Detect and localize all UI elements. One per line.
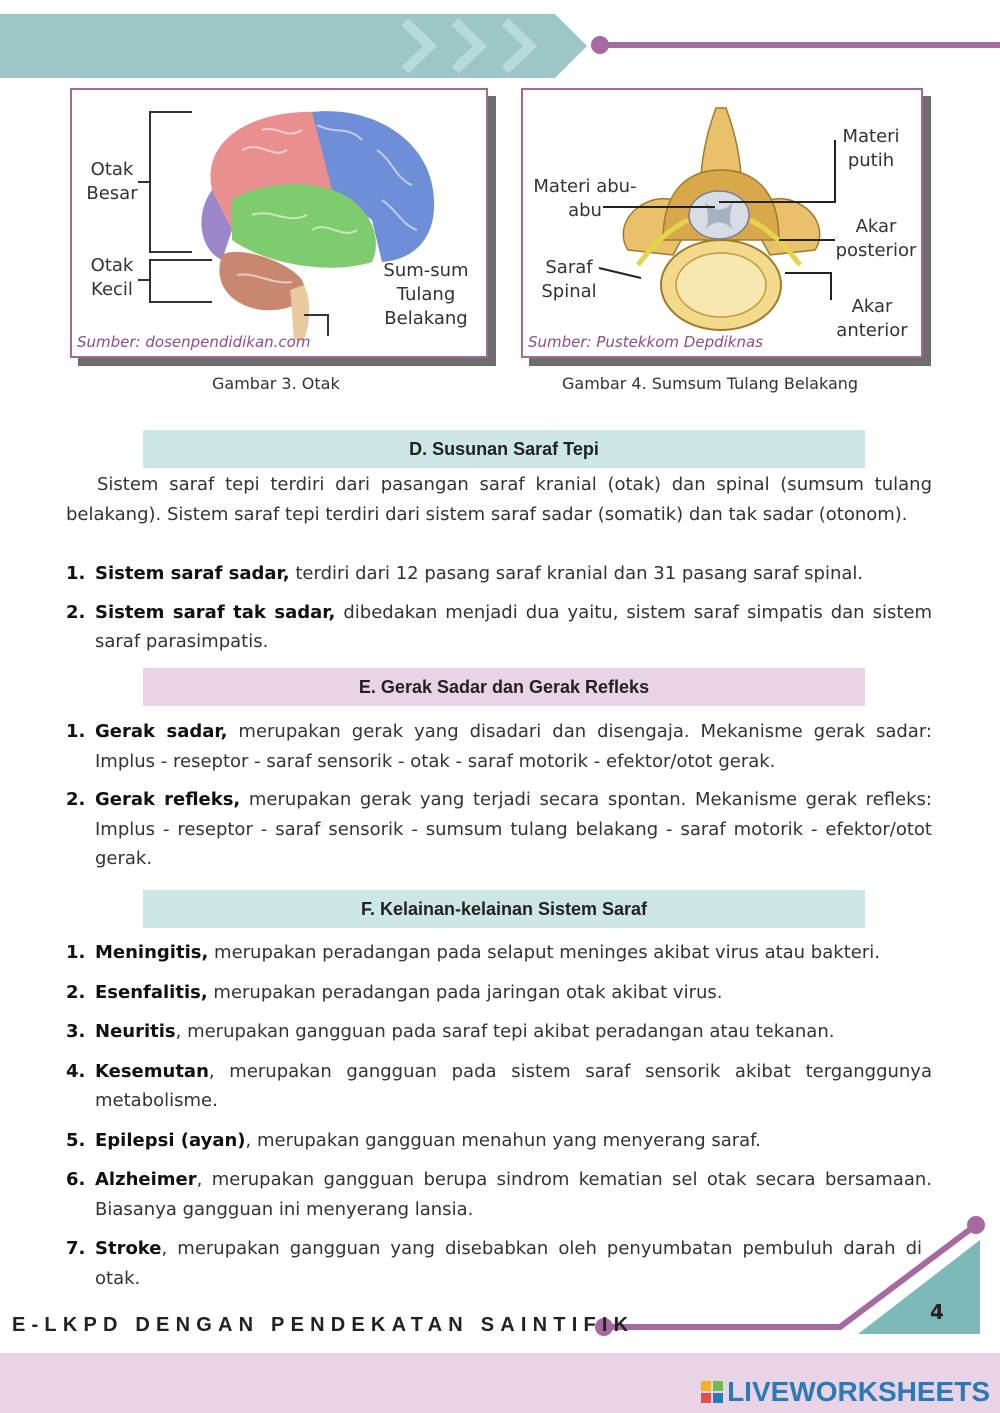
label-otak-besar: Otak Besar bbox=[86, 159, 138, 204]
section-e-title: E. Gerak Sadar dan Gerak Refleks bbox=[143, 668, 865, 706]
page-number: 4 bbox=[930, 1300, 944, 1324]
figure-source: Sumber: dosenpendidikan.com bbox=[77, 333, 311, 351]
list-item: 6. Alzheimer, merupakan gangguan berupa sindrom kematian sel otak secara bersamaan. Biasanya gangguan ini menyerang lansia. bbox=[66, 1169, 932, 1220]
section-d-intro: Sistem saraf tepi terdiri dari pasangan saraf kranial (otak) dan spinal (sumsum tulang belakang). Sistem saraf tepi terdiri dari sistem saraf sadar (somatik) dan tak sadar (otonom). bbox=[66, 474, 932, 525]
label-materi-abu: Materi abu- abu bbox=[533, 176, 637, 221]
section-d-title: D. Susunan Saraf Tepi bbox=[143, 430, 865, 468]
list-item: 4. Kesemutan, merupakan gangguan pada sistem saraf sensorik akibat terganggunya metabolisme. bbox=[66, 1060, 932, 1111]
section-d-list bbox=[66, 559, 932, 657]
section-e-list bbox=[66, 717, 932, 874]
footer-title: E-LKPD DENGAN PENDEKATAN SAINTIFIK bbox=[12, 1314, 635, 1336]
list-item: 5. Epilepsi (ayan), merupakan gangguan menahun yang menyerang saraf. bbox=[66, 1129, 761, 1151]
list-item: 2. Sistem saraf tak sadar, dibedakan menjadi dua yaitu, sistem saraf simpatis dan sistem saraf parasimpatis. bbox=[66, 601, 932, 652]
figure-spinal-cord bbox=[521, 88, 923, 358]
list-item: 1. Sistem saraf sadar, terdiri dari 12 pasang saraf kranial dan 31 pasang saraf spinal. bbox=[66, 563, 864, 584]
figure-brain bbox=[70, 88, 488, 358]
liveworksheets-text: LIVEWORKSHEETS bbox=[727, 1376, 990, 1407]
liveworksheets-logo bbox=[701, 1376, 990, 1408]
label-materi-putih: Materi putih bbox=[842, 126, 900, 171]
list-item: 1. Gerak sadar, merupakan gerak yang disadari dan disengaja. Mekanisme gerak sadar: Implus - reseptor - saraf sensorik - otak - saraf motorik - efektor/otot gerak. bbox=[66, 721, 932, 772]
list-item: 3. Neuritis, merupakan gangguan pada saraf tepi akibat peradangan atau tekanan. bbox=[66, 1021, 835, 1042]
figure-source: Sumber: Pustekkom Depdiknas bbox=[528, 333, 763, 351]
list-item: 7. Stroke, merupakan gangguan yang disebabkan oleh penyumbatan pembuluh darah di otak. bbox=[66, 1238, 922, 1289]
list-item: 1. Meningitis, merupakan peradangan pada selaput meninges akibat virus atau bakteri. bbox=[66, 942, 880, 963]
figure-caption: Gambar 4. Sumsum Tulang Belakang bbox=[562, 374, 859, 393]
header-band bbox=[0, 14, 1000, 78]
label-otak-kecil: Otak Kecil bbox=[90, 255, 134, 300]
list-item: 2. Esenfalitis, merupakan peradangan pada jaringan otak akibat virus. bbox=[66, 981, 723, 1003]
label-saraf-spinal: Saraf Spinal bbox=[541, 257, 597, 302]
section-f-title: F. Kelainan-kelainan Sistem Saraf bbox=[143, 890, 865, 928]
list-item: 2. Gerak refleks, merupakan gerak yang terjadi secara spontan. Mekanisme gerak refleks: Implus - reseptor - saraf sensorik - sumsum tulang belakang - saraf motorik - efektor/otot gerak. bbox=[66, 789, 932, 869]
figure-caption: Gambar 3. Otak bbox=[212, 374, 340, 393]
liveworksheets-icon bbox=[701, 1381, 723, 1403]
label-sumsum: Sum-sum Tulang Belakang bbox=[383, 260, 469, 329]
label-akar-anterior: Akar anterior bbox=[836, 296, 908, 341]
label-akar-posterior: Akar posterior bbox=[835, 216, 917, 261]
